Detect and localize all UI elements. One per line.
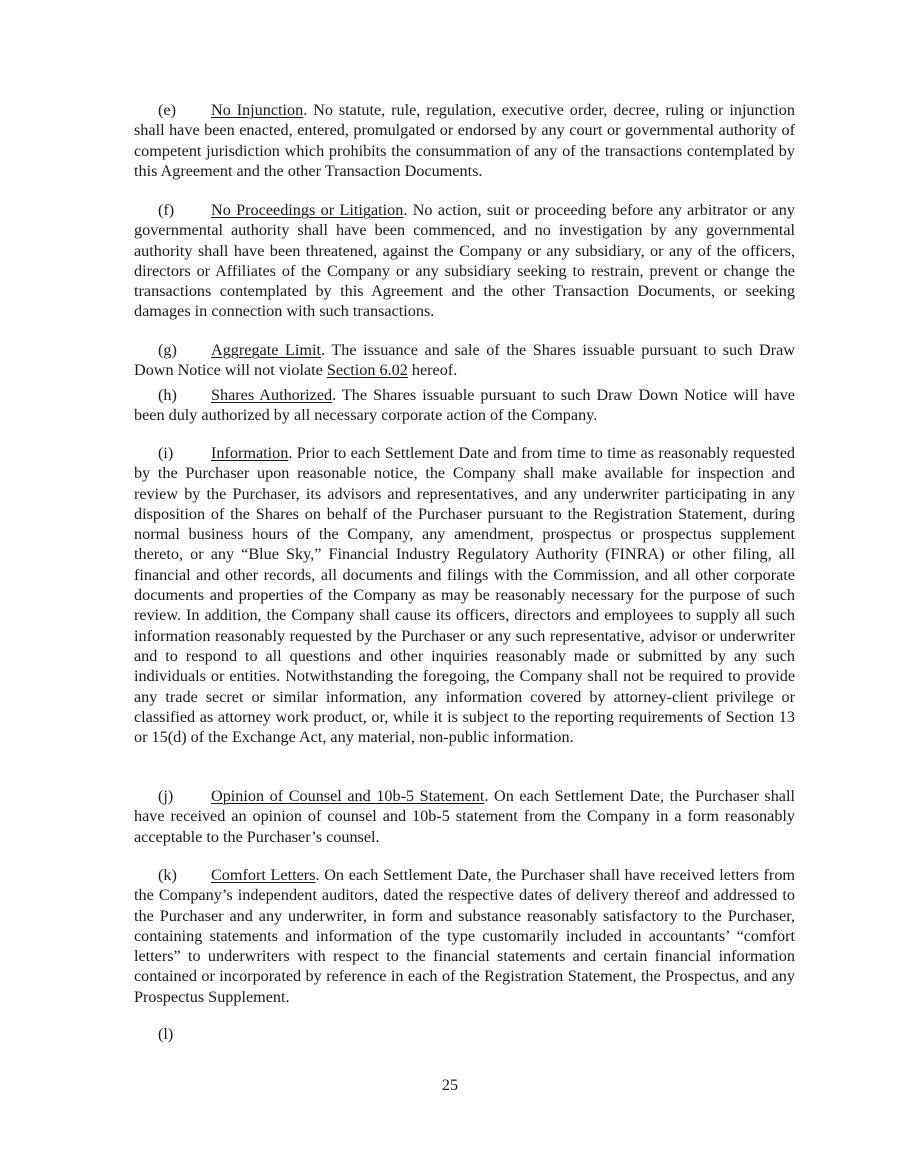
paragraph-body: . Prior to each Settlement Date and from time to time as reasonably requested by the Purchaser upon reasonable notice, the Company shall make available for inspection and review by the Purchaser, its advisors and representatives, and any underwriter participating in any disposition of the Shares on behalf of the Purchaser pursuant to the Registration Statement, during normal business hours of the Company, any amendment, prospectus or prospectus supplement thereto, or any “Blue Sky,” Financial Industry Regulatory Authority (FINRA) or other filing, all financial and other records, all documents and filings with the Commission, and all other corporate documents and properties of the Company as may be reasonably necessary for the purpose of such review. In addition, the Company shall cause its officers, directors and employees to supply all such information reasonably requested by the Purchaser or any such representative, advisor or underwriter and to respond to all questions and other inquiries reasonably made or submitted by any such individuals or entities. Notwithstanding the foregoing, the Company shall not be required to provide any trade secret or similar information, any information covered by attorney-client privilege or classified as attorney work product, or, while it is subject to the reporting requirements of Section 13 or 15(d) of the Exchange Act, any material, non-public information.: [134, 444, 795, 747]
paragraph-h: [134, 385, 795, 426]
paragraph-body: . No action, suit or proceeding before any arbitrator or any governmental authority shall have been commenced, and no investigation by any governmental authority shall have been threatened, against the Company or any subsidiary, or any of the officers, directors or Affiliates of the Company or any subsidiary seeking to restrain, prevent or change the transactions contemplated by this Agreement and the other Transaction Documents, or seeking damages in connection with such transactions.: [134, 201, 795, 321]
paragraph-heading: Aggregate Limit: [211, 341, 321, 359]
paragraph-g: [134, 340, 795, 381]
paragraph-f: [134, 200, 795, 322]
paragraph-body: . No statute, rule, regulation, executive order, decree, ruling or injunction shall have been enacted, entered, promulgated or endorsed by any court or governmental authority of competent jurisdiction which prohibits the consummation of any of the transactions contemplated by this Agreement and the other Transaction Documents.: [134, 101, 795, 180]
paragraph-e: [134, 100, 795, 181]
paragraph-label: (g): [158, 341, 177, 359]
paragraph-label: (i): [158, 444, 174, 462]
paragraph-label: (j): [158, 787, 174, 805]
paragraph-label: (k): [158, 866, 177, 884]
page-number: 25: [441, 1076, 459, 1094]
paragraph-label: (l): [158, 1025, 174, 1043]
paragraph-heading: Information: [211, 444, 289, 462]
paragraph-heading: Comfort Letters: [211, 866, 316, 884]
paragraph-body: . The Shares issuable pursuant to such Draw Down Notice will have been duly authorized by all necessary corporate action of the Company.: [134, 386, 795, 425]
paragraph-heading: Opinion of Counsel and 10b-5 Statement: [211, 787, 485, 805]
paragraph-l: [134, 1024, 795, 1044]
paragraph-heading: No Injunction: [211, 101, 304, 119]
paragraph-label: (h): [158, 386, 177, 404]
paragraph-j: [134, 786, 795, 847]
paragraph-heading: No Proceedings or Litigation: [211, 201, 404, 219]
paragraph-label: (f): [158, 201, 175, 219]
paragraph-body: . The issuance and sale of the Shares issuable pursuant to such Draw Down Notice will not violate: [134, 341, 795, 380]
paragraph-k: [134, 865, 795, 1007]
paragraph-heading: Shares Authorized: [211, 386, 333, 404]
section-cross-reference: Section 6.02: [326, 361, 408, 380]
paragraph-body: . On each Settlement Date, the Purchaser shall have received an opinion of counsel and 10b-5 statement from the Company in a form reasonably acceptable to the Purchaser’s counsel.: [134, 787, 795, 846]
paragraph-body: . On each Settlement Date, the Purchaser shall have received letters from the Company’s independent auditors, dated the respective dates of delivery thereof and addressed to the Purchaser and any underwriter, in form and substance reasonably satisfactory to the Purchaser, containing statements and information of the type customarily included in accountants’ “comfort letters” to underwriters with respect to the financial statements and certain financial information contained or incorporated by reference in each of the Registration Statement, the Prospectus, and any Prospectus Supplement.: [134, 866, 795, 1006]
paragraph-i: [134, 443, 795, 747]
paragraph-label: (e): [158, 101, 176, 119]
paragraph-body-tail: hereof.: [407, 361, 458, 380]
